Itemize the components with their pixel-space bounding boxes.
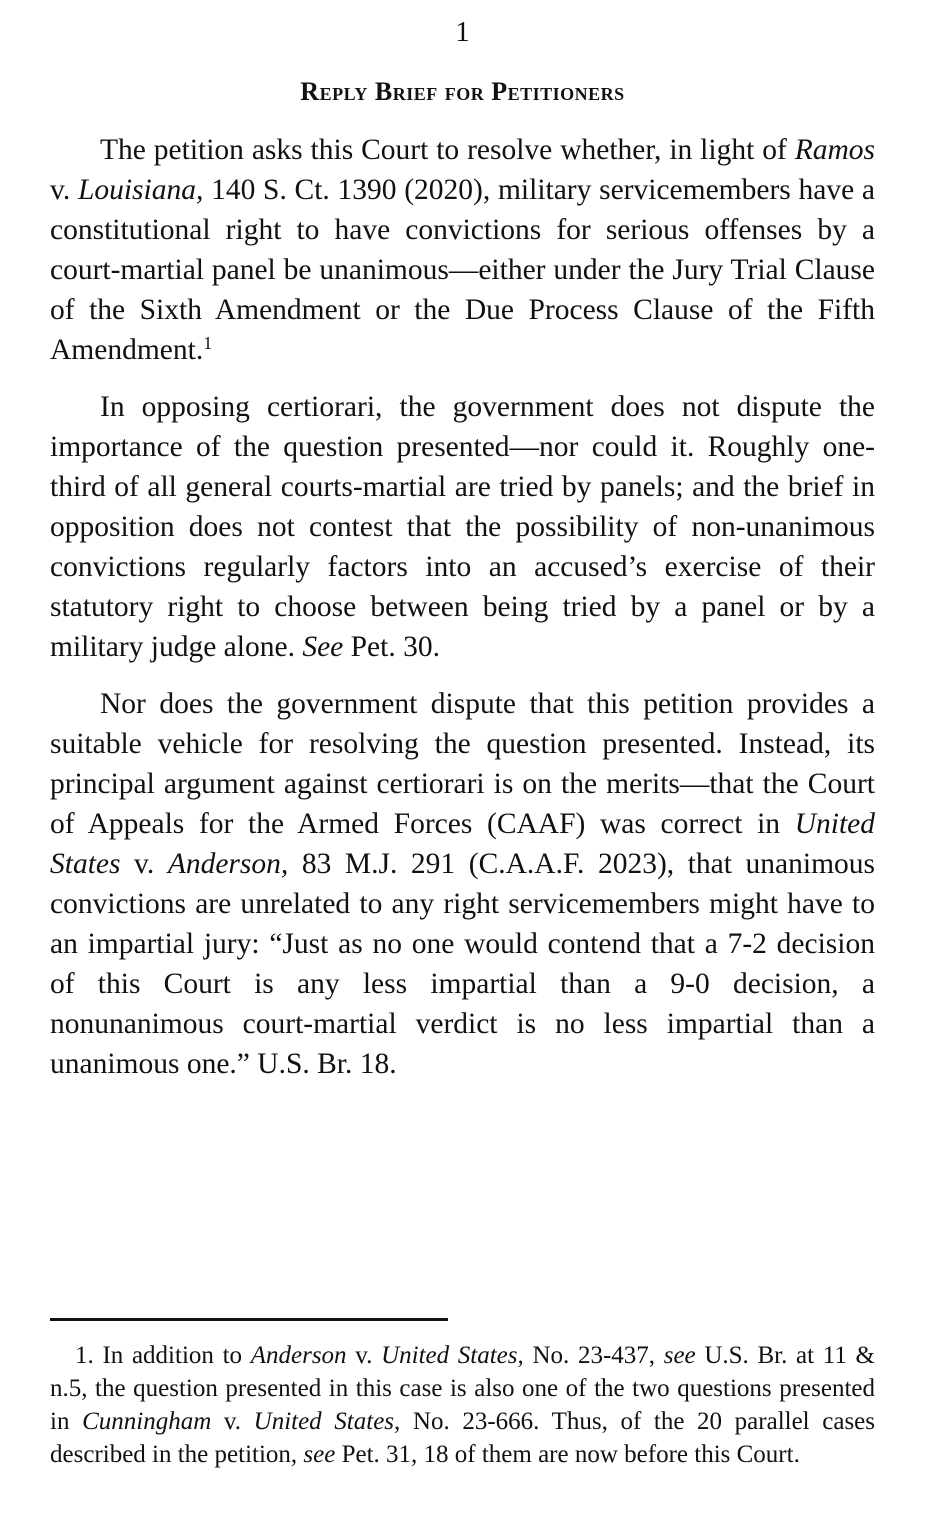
italic-text: United States, [381,1342,524,1369]
text-run: v. [211,1408,254,1435]
text-run: v. [346,1342,382,1369]
text-run: No. 23-666. Thus, of the 20 parallel cases described in the petition, [50,1408,875,1468]
page-title: Reply Brief for Petitioners [300,77,625,106]
footnote-reference: 1 [203,333,213,353]
brief-body [50,130,875,1101]
italic-text: See [302,631,344,663]
text-run: In opposing certiorari, the government does not dispute the importance of the question presented—nor could it. Roughly one-third of all general courts-martial are tried by panels; and the brief in opposition does not contest that the possibility of non-unanimous convictions regularly factors into an accused’s exercise of their statutory right to choose between being tried by a panel or by a military judge alone. [50,391,875,663]
text-run: No. 23-437, [523,1342,664,1369]
text-run: The petition asks this Court to resolve whether, in light of [100,134,795,166]
italic-text: see [663,1342,696,1369]
italic-text: see [303,1441,336,1468]
footnote-divider [50,1318,448,1321]
text-run: Nor does the government dispute that this petition provides a suitable vehicle for resolving the question presented. Instead, its principal argument against certiorari is on the merits—that the Court of Appeals for the Armed Forces (CAAF) was correct in [50,688,875,840]
text-run: U.S. Br. at 11 & n.5, the question presented in this case is also one of the two questions presented in [50,1342,875,1435]
italic-text: Anderson, [167,848,289,880]
text-run: v. [120,848,168,880]
text-run: 1. In addition to [75,1342,251,1369]
paragraph-3 [50,684,875,1084]
footnote-1 [50,1339,875,1471]
italic-text: Ramos [794,134,875,166]
italic-text: United States, [253,1408,401,1435]
text-run: Pet. 31, 18 of them are now before this Court. [335,1441,800,1468]
paragraph-2 [50,387,875,667]
page-number: 1 [455,16,470,48]
italic-text: Anderson [250,1342,347,1369]
text-run: 140 S. Ct. 1390 (2020), military servicemembers have a constitutional right to have convictions for serious offenses by a court-martial panel be unanimous—either under the Jury Trial Clause of the Sixth Amendment or the Due Process Clause of the Fifth Amendment. [50,174,875,366]
italic-text: United States [50,808,875,880]
italic-text: Louisiana, [77,174,204,206]
text-run: v. [50,174,78,206]
text-run: 83 M.J. 291 (C.A.A.F. 2023), that unanimous convictions are unrelated to any right servicemembers might have to an impartial jury: “Just as no one would contend that a 7-2 decision of this Court is any less impartial than a 9-0 decision, a nonunanimous court-martial verdict is no less impartial than a unanimous one.” U.S. Br. 18. [50,848,875,1080]
paragraph-1 [50,130,875,370]
italic-text: Cunningham [82,1408,212,1435]
text-run: Pet. 30. [343,631,440,663]
